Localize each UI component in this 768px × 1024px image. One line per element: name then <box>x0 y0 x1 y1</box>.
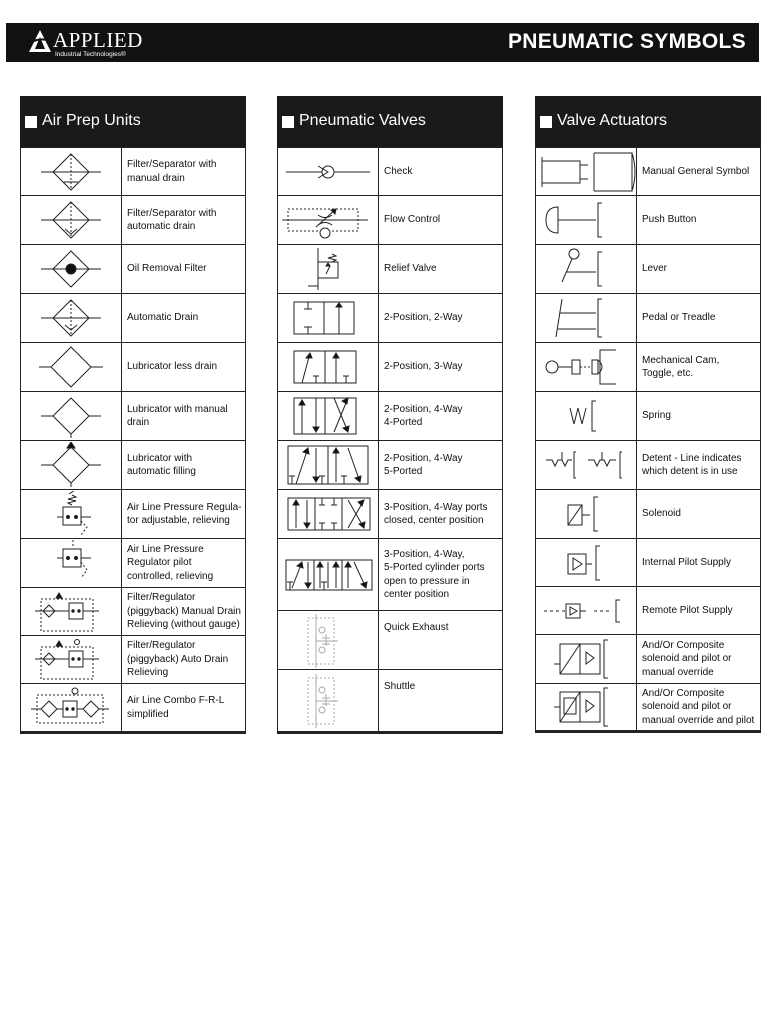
symbol-row <box>536 684 761 732</box>
symbol-label: Solenoid <box>642 508 681 520</box>
frl-combo-icon <box>21 685 121 731</box>
symbol-row <box>536 539 761 587</box>
symbol-label: 2-Position, 4-Way 5-Ported <box>384 452 463 477</box>
solenoid-icon <box>536 491 636 537</box>
composite-solenoid-pilot-icon <box>536 636 636 682</box>
filter-separator-manual-drain-icon <box>21 149 121 195</box>
symbol-row <box>21 196 246 245</box>
square-bullet-icon <box>282 116 294 128</box>
symbol-row <box>21 588 246 636</box>
internal-pilot-icon <box>536 540 636 586</box>
panel-header <box>535 96 761 147</box>
valve-2pos-2way-icon <box>278 295 378 341</box>
mechanical-cam-icon <box>536 344 636 390</box>
symbol-label: Check <box>384 165 413 177</box>
symbol-label: Shuttle <box>384 681 416 692</box>
lubricator-automatic-filling-icon <box>21 442 121 488</box>
panel-title: Pneumatic Valves <box>299 112 426 129</box>
flow-control-icon <box>278 197 378 243</box>
symbol-label: Detent - Line indicates which detent is in use <box>642 452 742 477</box>
panel-header <box>20 96 246 147</box>
symbol-label: Quick Exhaust <box>384 622 449 633</box>
symbol-label: And/Or Composite solenoid and pilot or manual override and pilot <box>642 687 755 726</box>
symbol-label: 3-Position, 4-Way, 5-Ported cylinder ports open to pressure in center position <box>384 548 485 600</box>
pressure-regulator-adjustable-icon <box>21 491 121 537</box>
symbol-row <box>536 148 761 196</box>
relief-valve-icon <box>278 246 378 292</box>
symbol-row <box>536 392 761 441</box>
symbol-label: Flow Control <box>384 214 441 226</box>
pedal-treadle-icon <box>536 295 636 341</box>
symbol-row <box>536 245 761 294</box>
page-header <box>6 23 759 62</box>
check-valve-icon <box>278 149 378 195</box>
symbol-label: Lubricator with manual drain <box>127 403 228 428</box>
symbol-row <box>278 148 503 196</box>
panel-title: Air Prep Units <box>42 112 141 129</box>
symbol-row <box>21 684 246 733</box>
symbol-label: Internal Pilot Supply <box>642 556 731 568</box>
symbol-table <box>535 147 761 733</box>
symbol-row <box>278 392 503 441</box>
symbol-label: Filter/Separator with manual drain <box>127 159 217 184</box>
manual-general-icon <box>536 149 636 195</box>
symbol-row <box>278 294 503 343</box>
quick-exhaust-icon <box>278 612 378 669</box>
lubricator-less-drain-icon <box>21 344 121 390</box>
symbol-row <box>278 441 503 490</box>
symbol-row <box>278 611 503 670</box>
symbol-label: Lubricator less drain <box>127 361 218 373</box>
applied-logo-icon <box>28 29 52 53</box>
symbol-row <box>21 636 246 684</box>
symbol-row <box>21 294 246 343</box>
symbol-row <box>21 490 246 539</box>
symbol-row <box>278 196 503 245</box>
symbol-label: Remote Pilot Supply <box>642 604 733 616</box>
symbol-label: Automatic Drain <box>127 312 199 324</box>
symbol-label: Oil Removal Filter <box>127 263 207 275</box>
valve-3pos-open-center-icon <box>278 540 378 610</box>
filter-regulator-manual-drain-icon <box>21 589 121 635</box>
symbol-row <box>21 539 246 588</box>
symbol-label: Relief Valve <box>384 263 437 275</box>
symbol-table <box>20 147 246 734</box>
symbol-row <box>278 539 503 611</box>
symbol-label: Air Line Pressure Regula- tor adjustable, relieving <box>127 501 242 526</box>
symbol-row <box>278 670 503 733</box>
symbol-row <box>21 245 246 294</box>
symbol-row <box>536 343 761 392</box>
valve-2pos-4way-5port-icon <box>278 442 378 488</box>
symbol-row <box>536 294 761 343</box>
composite-solenoid-pilot-override-icon <box>536 684 636 730</box>
valve-3pos-closed-center-icon <box>278 491 378 537</box>
automatic-drain-icon <box>21 295 121 341</box>
remote-pilot-icon <box>536 588 636 634</box>
push-button-icon <box>536 197 636 243</box>
valve-2pos-3way-icon <box>278 344 378 390</box>
detent-icon <box>536 442 636 488</box>
symbol-label: Filter/Regulator (piggyback) Auto Drain Relieving <box>127 640 229 679</box>
symbol-row <box>21 343 246 392</box>
panel-air-prep-units <box>20 96 246 734</box>
brand-subtitle: Industrial Technologies® <box>55 51 126 58</box>
pressure-regulator-pilot-icon <box>21 540 121 586</box>
symbol-label: Lubricator with automatic filling <box>127 452 196 477</box>
brand-name: APPLIED <box>53 28 143 52</box>
symbol-label: Mechanical Cam, Toggle, etc. <box>642 354 720 379</box>
symbol-label: Manual General Symbol <box>642 165 750 177</box>
symbol-label: Filter/Regulator (piggyback) Manual Drain Relieving (without gauge) <box>127 592 241 631</box>
spring-icon <box>536 393 636 439</box>
symbol-label: 2-Position, 4-Way 4-Ported <box>384 403 463 428</box>
square-bullet-icon <box>540 116 552 128</box>
page-title: PNEUMATIC SYMBOLS <box>507 30 746 53</box>
symbol-label: 3-Position, 4-Way ports closed, center position <box>384 501 488 526</box>
symbol-label: 2-Position, 3-Way <box>384 361 463 373</box>
symbol-row <box>278 245 503 294</box>
filter-regulator-auto-drain-icon <box>21 637 121 683</box>
symbol-row <box>21 441 246 490</box>
lever-icon <box>536 246 636 292</box>
shuttle-valve-icon <box>278 670 378 731</box>
valve-2pos-4way-4port-icon <box>278 393 378 439</box>
symbol-label: Air Line Pressure Regulator pilot controlled, relieving <box>127 543 214 582</box>
symbol-label: Spring <box>642 410 671 422</box>
symbol-row <box>536 635 761 684</box>
square-bullet-icon <box>25 116 37 128</box>
symbol-row <box>278 490 503 539</box>
symbol-label: Lever <box>642 263 668 275</box>
panel-title: Valve Actuators <box>557 112 667 129</box>
panel-valve-actuators <box>535 96 761 733</box>
symbol-label: And/Or Composite solenoid and pilot or manual override <box>642 639 732 678</box>
symbol-label: Push Button <box>642 214 697 226</box>
symbol-row <box>536 587 761 635</box>
symbol-row <box>536 196 761 245</box>
symbol-label: Pedal or Treadle <box>642 312 716 324</box>
symbol-row <box>21 392 246 441</box>
panel-pneumatic-valves <box>277 96 503 734</box>
symbol-label: 2-Position, 2-Way <box>384 312 463 324</box>
symbol-label: Air Line Combo F-R-L simplified <box>127 695 225 720</box>
symbol-row <box>536 441 761 490</box>
filter-separator-automatic-drain-icon <box>21 197 121 243</box>
symbol-row <box>278 343 503 392</box>
symbol-row <box>536 490 761 539</box>
oil-removal-filter-icon <box>21 246 121 292</box>
symbol-table <box>277 147 503 734</box>
lubricator-manual-drain-icon <box>21 393 121 439</box>
symbol-row <box>21 148 246 196</box>
symbol-label: Filter/Separator with automatic drain <box>127 207 217 232</box>
panel-header <box>277 96 503 147</box>
